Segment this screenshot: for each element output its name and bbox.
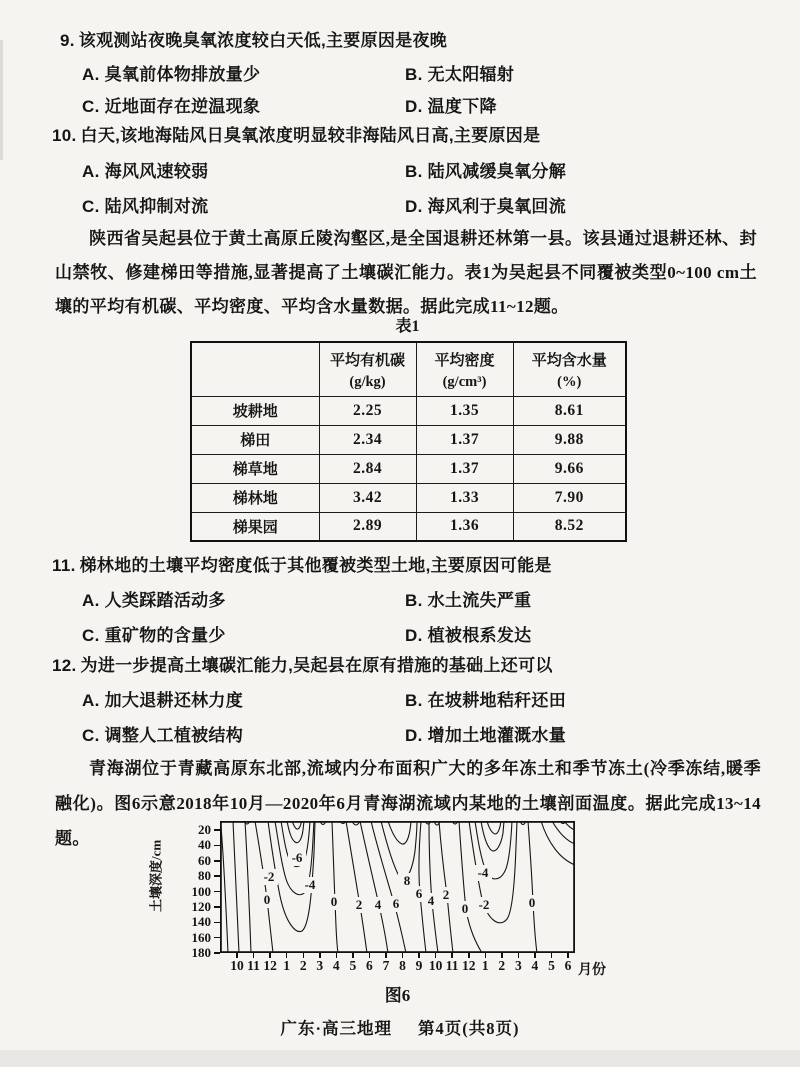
x-tick-label: 5 bbox=[548, 958, 555, 973]
question-10-number: 10. bbox=[52, 126, 77, 145]
contour-label: -2 bbox=[260, 869, 278, 885]
cell-value: 8.52 bbox=[513, 512, 626, 541]
x-tick-label: 9 bbox=[415, 958, 423, 973]
question-10-option-b: B. 陆风减缓臭氧分解 bbox=[405, 162, 567, 181]
table1-header-density bbox=[416, 342, 513, 396]
question-9-option-a: A. 臭氧前体物排放量少 bbox=[82, 65, 261, 84]
table-row bbox=[191, 396, 626, 425]
contour-label: -4 bbox=[301, 877, 319, 893]
cell-value: 2.84 bbox=[319, 454, 416, 483]
table1 bbox=[190, 341, 627, 542]
y-tick-mark bbox=[214, 906, 220, 908]
x-tick-label: 12 bbox=[263, 958, 277, 973]
table-row bbox=[191, 454, 626, 483]
question-11-option-c: C. 重矿物的含量少 bbox=[82, 626, 226, 645]
scan-bottom-edge bbox=[0, 1050, 800, 1067]
row-label: 梯田 bbox=[191, 425, 319, 454]
table-row bbox=[191, 425, 626, 454]
footer-exam-name: 广东·高三地理 bbox=[280, 1019, 392, 1038]
y-tick-label: 100 bbox=[191, 883, 211, 899]
x-tick-label: 3 bbox=[316, 958, 324, 973]
contour-label: 6 bbox=[410, 886, 428, 902]
cell-value: 1.36 bbox=[416, 512, 513, 541]
cell-value: 1.35 bbox=[416, 396, 513, 425]
x-tick-label: 1 bbox=[481, 958, 489, 973]
contour-label: -6 bbox=[288, 850, 306, 866]
row-label: 梯草地 bbox=[191, 454, 319, 483]
y-tick-label: 160 bbox=[191, 929, 211, 945]
question-10-option-c: C. 陆风抑制对流 bbox=[82, 197, 209, 216]
question-11-option-b: B. 水土流失严重 bbox=[405, 591, 532, 610]
contour-label: 6 bbox=[387, 896, 405, 912]
question-11-text: 梯林地的土壤平均密度低于其他覆被类型土地,主要原因可能是 bbox=[79, 556, 552, 575]
x-tick-label: 10 bbox=[428, 958, 443, 973]
contour-label: 2 bbox=[437, 887, 455, 903]
question-11-option-d: D. 植被根系发达 bbox=[405, 626, 532, 645]
cell-value: 1.33 bbox=[416, 483, 513, 512]
y-tick-mark bbox=[214, 952, 220, 954]
contour-label: 2 bbox=[350, 897, 368, 913]
table1-caption: 表1 bbox=[395, 318, 420, 335]
question-12-number: 12. bbox=[52, 656, 77, 675]
x-tick-label: 2 bbox=[299, 958, 307, 973]
y-tick-mark bbox=[214, 829, 220, 831]
cell-value: 9.88 bbox=[513, 425, 626, 454]
cell-value: 1.37 bbox=[416, 425, 513, 454]
question-12-text: 为进一步提高土壤碳汇能力,吴起县在原有措施的基础上还可以 bbox=[80, 656, 553, 675]
header-name: 平均有机碳 bbox=[329, 352, 405, 369]
y-tick-mark bbox=[214, 922, 220, 924]
y-tick-mark bbox=[214, 937, 220, 939]
x-tick-label: 10 bbox=[230, 958, 244, 973]
x-tick-label: 4 bbox=[332, 958, 340, 973]
question-12-option-c: C. 调整人工植被结构 bbox=[82, 726, 244, 745]
x-tick-label: 11 bbox=[445, 958, 459, 973]
question-12-option-a: A. 加大退耕还林力度 bbox=[82, 691, 244, 710]
question-9-stem bbox=[60, 26, 447, 51]
x-tick-label: 12 bbox=[461, 958, 476, 973]
question-11-stem bbox=[52, 551, 552, 576]
cell-value: 9.66 bbox=[513, 454, 626, 483]
figure6-plot bbox=[148, 821, 606, 978]
table1-header-organic-carbon bbox=[319, 342, 416, 396]
figure6-caption: 图6 bbox=[384, 986, 411, 1005]
row-label: 坡耕地 bbox=[191, 396, 319, 425]
table-row bbox=[191, 512, 626, 541]
question-12-option-b: B. 在坡耕地秸秆还田 bbox=[405, 691, 567, 710]
y-tick-label: 120 bbox=[191, 898, 211, 914]
contour-label: 4 bbox=[422, 893, 440, 909]
question-9-text: 该观测站夜晚臭氧浓度较白天低,主要原因是夜晚 bbox=[78, 31, 448, 50]
figure6-x-axis-label: 月份 bbox=[578, 963, 606, 978]
contour-label: 0 bbox=[325, 894, 343, 910]
question-11-number: 11. bbox=[52, 556, 76, 575]
y-tick-label: 60 bbox=[198, 852, 211, 868]
header-unit: (%) bbox=[557, 373, 582, 390]
x-tick-label: 2 bbox=[498, 958, 506, 973]
row-label: 梯林地 bbox=[191, 483, 319, 512]
row-label: 梯果园 bbox=[191, 512, 319, 541]
header-name: 平均密度 bbox=[434, 352, 495, 369]
question-9-number: 9. bbox=[60, 31, 75, 50]
table-row bbox=[191, 483, 626, 512]
question-9-option-b: B. 无太阳辐射 bbox=[405, 65, 515, 84]
y-tick-label: 20 bbox=[198, 822, 211, 837]
table1-corner-cell bbox=[191, 342, 319, 396]
question-9-option-d: D. 温度下降 bbox=[405, 97, 497, 116]
passage-qinghai-lake: 青海湖位于青藏高原东北部,流域内分布面积广大的多年冻土和季节冻土(冷季冻结,暖季融化)。图6示意2018年10月—2020年6月青海湖流域内某地的土壤剖面温度。据此完成13~14题。 bbox=[55, 759, 761, 848]
y-tick-mark bbox=[214, 875, 220, 877]
question-12-stem bbox=[52, 651, 553, 676]
y-tick-label: 180 bbox=[191, 945, 211, 960]
cell-value: 2.34 bbox=[319, 425, 416, 454]
table1-header-row bbox=[191, 342, 626, 396]
contour-label: 0 bbox=[258, 892, 276, 908]
x-tick-label: 7 bbox=[382, 958, 390, 973]
contour-label: -4 bbox=[474, 865, 492, 881]
contour-label: 0 bbox=[523, 895, 541, 911]
y-tick-mark bbox=[214, 891, 220, 893]
cell-value: 2.89 bbox=[319, 512, 416, 541]
header-name: 平均含水量 bbox=[531, 352, 607, 369]
question-10-option-d: D. 海风利于臭氧回流 bbox=[405, 197, 567, 216]
x-tick-label: 3 bbox=[514, 958, 522, 973]
y-tick-label: 140 bbox=[191, 914, 211, 930]
x-tick-label: 4 bbox=[531, 958, 539, 973]
cell-value: 1.37 bbox=[416, 454, 513, 483]
question-10-text: 白天,该地海陆风日臭氧浓度明显较非海陆风日高,主要原因是 bbox=[80, 126, 541, 145]
question-10-option-a: A. 海风风速较弱 bbox=[82, 162, 209, 181]
header-unit: (g/kg) bbox=[349, 373, 386, 390]
table1-header-water-content bbox=[513, 342, 626, 396]
scan-left-edge bbox=[0, 40, 3, 160]
footer-page-number: 第4页(共8页) bbox=[418, 1019, 520, 1038]
question-12-option-d: D. 增加土地灌溉水量 bbox=[405, 726, 567, 745]
contour-label: -2 bbox=[475, 897, 493, 913]
x-tick-label: 6 bbox=[366, 958, 373, 973]
x-tick-label: 8 bbox=[399, 958, 406, 973]
x-tick-label: 1 bbox=[283, 958, 291, 973]
header-unit: (g/cm³) bbox=[442, 373, 487, 390]
x-tick-label: 5 bbox=[349, 958, 357, 973]
cell-value: 2.25 bbox=[319, 396, 416, 425]
x-tick-label: 6 bbox=[564, 958, 572, 973]
figure6-y-axis-label: 土壤深度/cm bbox=[148, 839, 164, 912]
y-tick-mark bbox=[214, 845, 220, 847]
contour-label: 8 bbox=[398, 873, 416, 889]
contour-label: 0 bbox=[456, 901, 474, 917]
x-tick-label: 11 bbox=[247, 958, 260, 973]
passage-wuqi: 陕西省吴起县位于黄土高原丘陵沟壑区,是全国退耕还林第一县。该县通过退耕还林、封山禁牧、修建梯田等措施,显著提高了土壤碳汇能力。表1为吴起县不同覆被类型0~100 cm土壤的平均有机碳、平均密度、平均含水量数据。据此完成11~12题。 bbox=[55, 229, 757, 316]
cell-value: 3.42 bbox=[319, 483, 416, 512]
y-tick-label: 80 bbox=[198, 868, 211, 884]
page-footer bbox=[0, 1015, 800, 1039]
y-tick-mark bbox=[214, 860, 220, 862]
question-11-option-a: A. 人类踩踏活动多 bbox=[82, 591, 226, 610]
y-tick-label: 40 bbox=[198, 837, 211, 853]
contour-label: 4 bbox=[369, 897, 387, 913]
question-9-option-c: C. 近地面存在逆温现象 bbox=[82, 97, 261, 116]
cell-value: 7.90 bbox=[513, 483, 626, 512]
cell-value: 8.61 bbox=[513, 396, 626, 425]
question-10-stem bbox=[52, 121, 540, 146]
